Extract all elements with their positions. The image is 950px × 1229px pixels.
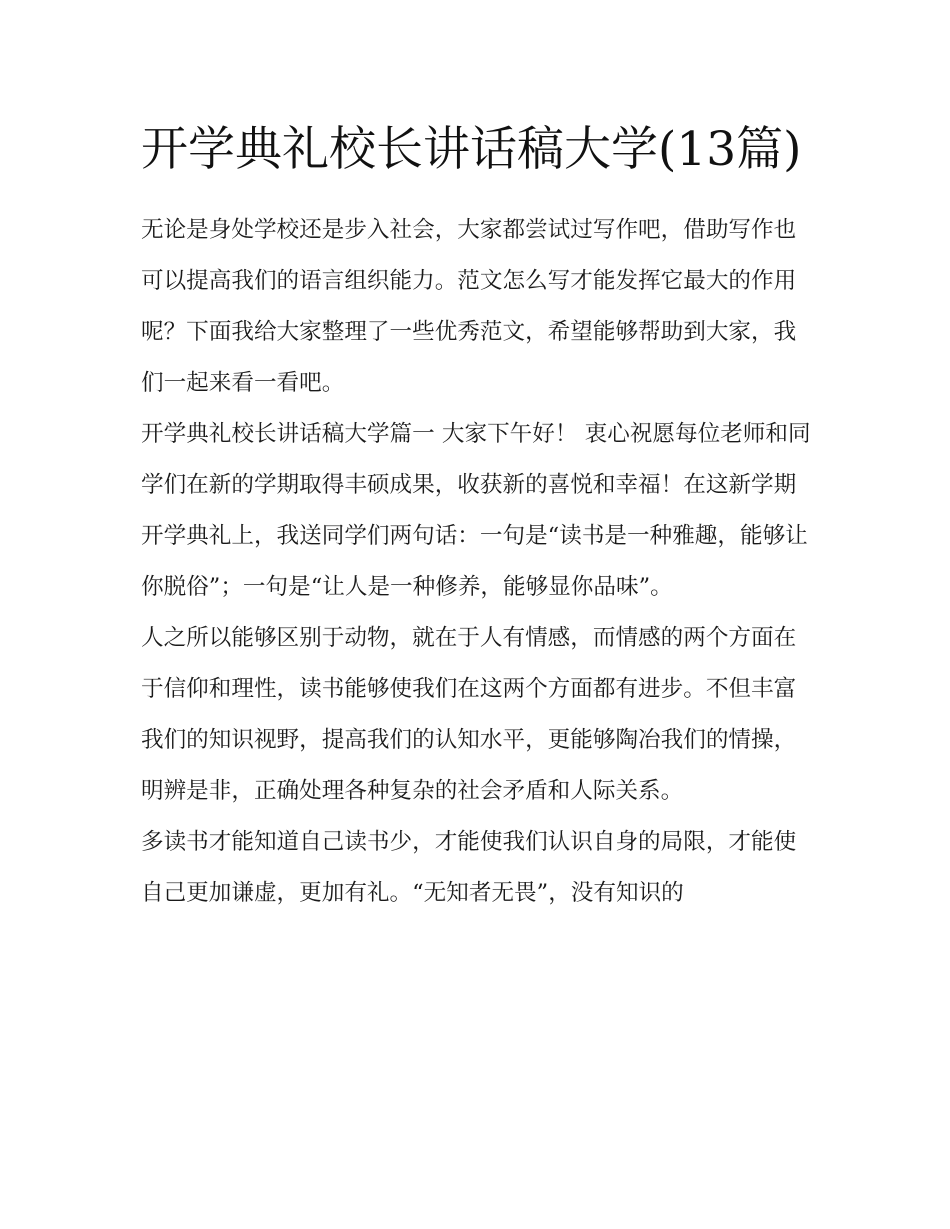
document-body [141, 110, 813, 919]
intro-paragraph: 无论是身处学校还是步入社会，大家都尝试过写作吧，借助写作也可以提高我们的语言组织能力。范文怎么写才能发挥它最大的作用呢？下面我给大家整理了一些优秀范文，希望能够帮助到大家，我们一起来看一看吧。 [141, 217, 797, 396]
speech-paragraph-3: 多读书才能知道自己读书少，才能使我们认识自身的局限，才能使自己更加谦虚，更加有礼。“无知者无畏”，没有知识的 [141, 829, 797, 906]
document-title: 开学典礼校长讲话稿大学(13篇) [141, 122, 802, 177]
speech-paragraph-2: 人之所以能够区别于动物，就在于人有情感，而情感的两个方面在于信仰和理性，读书能够使我们在这两个方面都有进步。不但丰富我们的知识视野，提高我们的认知水平，更能够陶冶我们的情操，明辨是非，正确处理各种复杂的社会矛盾和人际关系。 [141, 625, 797, 804]
speech-paragraph-1: 开学典礼校长讲话稿大学篇一 大家下午好！ 衷心祝愿每位老师和同学们在新的学期取得丰硕成果，收获新的喜悦和幸福！在这新学期开学典礼上，我送同学们两句话：一句是“读书是一种雅趣，能够让你脱俗”；一句是“让人是一种修养，能够显你品味”。 [141, 421, 811, 600]
